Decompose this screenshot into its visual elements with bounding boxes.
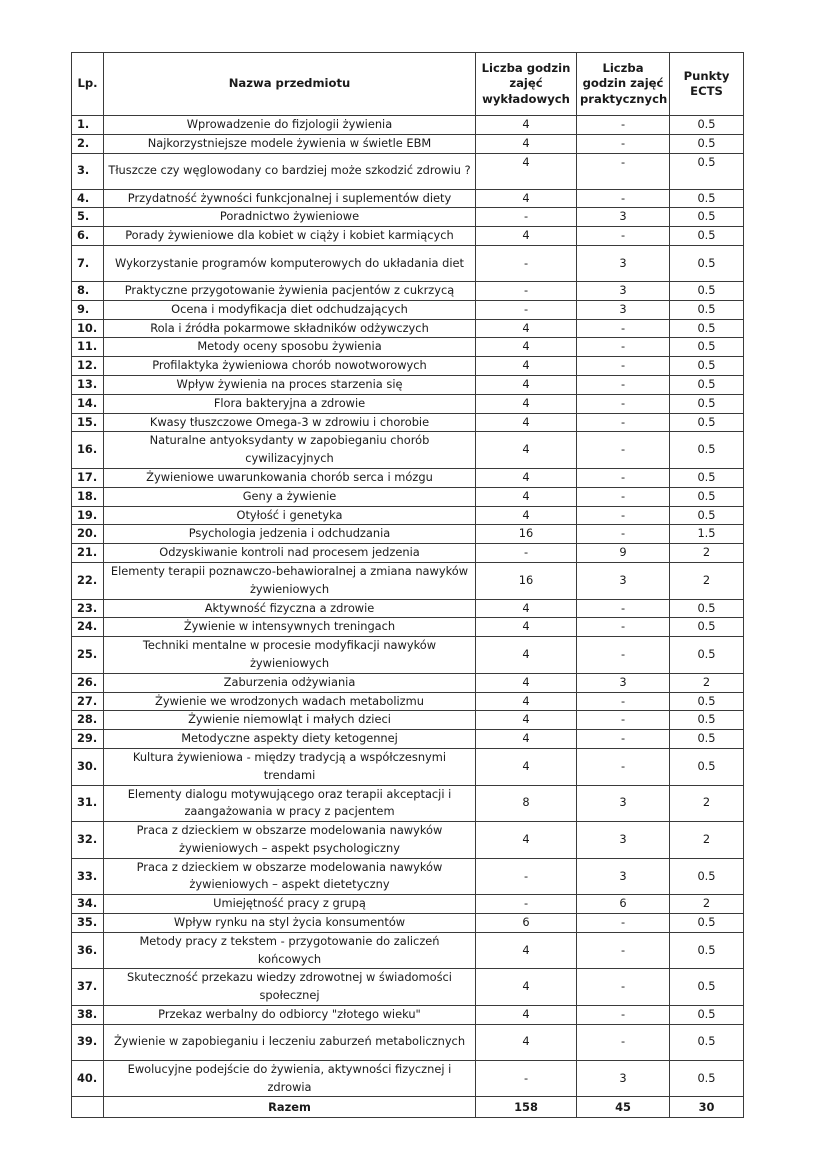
row-practical-hours: - [577,413,670,432]
row-lecture-hours: 8 [476,785,577,822]
row-lecture-hours: 4 [476,338,577,357]
table-row [72,730,744,749]
row-course-name: Kwasy tłuszczowe Omega-3 w zdrowiu i chorobie [104,413,476,432]
row-lp: 40. [72,1060,104,1097]
row-course-name: Praca z dzieckiem w obszarze modelowania nawyków żywieniowych – aspekt psychologiczny [104,822,476,859]
row-lecture-hours: 6 [476,914,577,933]
table-row [72,637,744,674]
row-ects: 0.5 [670,468,744,487]
row-lecture-hours: 4 [476,468,577,487]
row-practical-hours: - [577,525,670,544]
row-ects: 0.5 [670,432,744,469]
row-course-name: Żywieniowe uwarunkowania chorób serca i mózgu [104,468,476,487]
row-course-name: Psychologia jedzenia i odchudzania [104,525,476,544]
row-practical-hours: - [577,914,670,933]
table-row [72,711,744,730]
row-practical-hours: 3 [577,300,670,319]
document-page [71,52,743,1118]
row-course-name: Wprowadzenie do fizjologii żywienia [104,116,476,135]
row-lp: 39. [72,1024,104,1060]
row-lecture-hours: - [476,544,577,563]
table-header-row [72,53,744,116]
header-name: Nazwa przedmiotu [104,53,476,116]
row-practical-hours: - [577,468,670,487]
row-ects: 0.5 [670,281,744,300]
row-lecture-hours: 4 [476,692,577,711]
total-row [72,1097,744,1118]
row-ects: 0.5 [670,487,744,506]
row-lp: 28. [72,711,104,730]
row-lecture-hours: - [476,1060,577,1097]
table-row [72,394,744,413]
row-ects: 0.5 [670,618,744,637]
row-ects: 0.5 [670,153,744,189]
table-row [72,895,744,914]
row-ects: 0.5 [670,116,744,135]
table-row [72,858,744,895]
header-lecture-hours: Liczba godzin zajęć wykładowych [476,53,577,116]
row-lecture-hours: 4 [476,134,577,153]
table-row [72,544,744,563]
row-ects: 0.5 [670,1060,744,1097]
table-row [72,1060,744,1097]
row-lecture-hours: 16 [476,562,577,599]
table-row [72,618,744,637]
courses-table [71,52,744,1118]
row-course-name: Odzyskiwanie kontroli nad procesem jedzenia [104,544,476,563]
row-practical-hours: 3 [577,245,670,281]
row-course-name: Porady żywieniowe dla kobiet w ciąży i kobiet karmiących [104,227,476,246]
row-practical-hours: - [577,599,670,618]
row-practical-hours: - [577,730,670,749]
row-ects: 0.5 [670,394,744,413]
table-body [72,116,744,1097]
table-row [72,153,744,189]
row-lp: 22. [72,562,104,599]
table-row [72,227,744,246]
row-ects: 0.5 [670,692,744,711]
row-lecture-hours: 4 [476,432,577,469]
row-lecture-hours: 4 [476,319,577,338]
table-row [72,432,744,469]
row-ects: 2 [670,673,744,692]
row-practical-hours: - [577,748,670,785]
row-course-name: Praca z dzieckiem w obszarze modelowania nawyków żywieniowych – aspekt dietetyczny [104,858,476,895]
row-lecture-hours: 4 [476,618,577,637]
row-course-name: Wpływ żywienia na proces starzenia się [104,375,476,394]
row-lecture-hours: 4 [476,599,577,618]
row-lecture-hours: - [476,281,577,300]
row-practical-hours: - [577,506,670,525]
row-practical-hours: - [577,227,670,246]
row-practical-hours: 3 [577,562,670,599]
row-practical-hours: 3 [577,858,670,895]
row-course-name: Elementy dialogu motywującego oraz terapii akceptacji i zaangażowania w pracy z pacjentem [104,785,476,822]
table-row [72,487,744,506]
row-course-name: Metody pracy z tekstem - przygotowanie do zaliczeń końcowych [104,932,476,969]
row-ects: 0.5 [670,858,744,895]
row-ects: 0.5 [670,748,744,785]
row-ects: 0.5 [670,300,744,319]
row-course-name: Ocena i modyfikacja diet odchudzających [104,300,476,319]
row-lp: 9. [72,300,104,319]
row-lp: 37. [72,969,104,1006]
row-practical-hours: - [577,357,670,376]
row-lecture-hours: 16 [476,525,577,544]
row-lp: 15. [72,413,104,432]
total-practical: 45 [577,1097,670,1118]
row-lp: 2. [72,134,104,153]
row-lecture-hours: 4 [476,153,577,189]
row-practical-hours: - [577,394,670,413]
row-lecture-hours: 4 [476,227,577,246]
row-ects: 0.5 [670,711,744,730]
row-practical-hours: 6 [577,895,670,914]
table-row [72,134,744,153]
row-course-name: Wpływ rynku na styl życia konsumentów [104,914,476,933]
row-lp: 34. [72,895,104,914]
row-practical-hours: - [577,932,670,969]
table-row [72,300,744,319]
row-lecture-hours: - [476,300,577,319]
row-course-name: Tłuszcze czy węglowodany co bardziej może szkodzić zdrowiu ? [104,153,476,189]
table-row [72,748,744,785]
row-lp: 23. [72,599,104,618]
table-row [72,245,744,281]
row-lecture-hours: 4 [476,116,577,135]
row-lp: 30. [72,748,104,785]
row-lp: 17. [72,468,104,487]
table-row [72,785,744,822]
row-ects: 0.5 [670,914,744,933]
row-practical-hours: 9 [577,544,670,563]
table-row [72,116,744,135]
row-lecture-hours: 4 [476,357,577,376]
row-lp: 5. [72,208,104,227]
row-course-name: Zaburzenia odżywiania [104,673,476,692]
row-course-name: Aktywność fizyczna a zdrowie [104,599,476,618]
row-course-name: Przydatność żywności funkcjonalnej i suplementów diety [104,189,476,208]
row-course-name: Techniki mentalne w procesie modyfikacji nawyków żywieniowych [104,637,476,674]
header-practical-hours: Liczba godzin zajęć praktycznych [577,53,670,116]
row-practical-hours: 3 [577,673,670,692]
row-course-name: Żywienie w intensywnych treningach [104,618,476,637]
row-lp: 18. [72,487,104,506]
table-row [72,357,744,376]
total-label: Razem [104,1097,476,1118]
row-lp: 35. [72,914,104,933]
row-lecture-hours: 4 [476,822,577,859]
row-course-name: Geny a żywienie [104,487,476,506]
table-row [72,932,744,969]
row-ects: 0.5 [670,413,744,432]
table-row [72,673,744,692]
row-course-name: Poradnictwo żywieniowe [104,208,476,227]
row-ects: 0.5 [670,189,744,208]
row-lecture-hours: 4 [476,506,577,525]
table-row [72,506,744,525]
row-lp: 1. [72,116,104,135]
row-course-name: Wykorzystanie programów komputerowych do układania diet [104,245,476,281]
row-lecture-hours: - [476,208,577,227]
table-row [72,692,744,711]
row-lp: 31. [72,785,104,822]
row-lp: 20. [72,525,104,544]
row-practical-hours: 3 [577,822,670,859]
row-course-name: Najkorzystniejsze modele żywienia w świetle EBM [104,134,476,153]
row-lp: 8. [72,281,104,300]
row-ects: 0.5 [670,208,744,227]
row-lecture-hours: 4 [476,375,577,394]
row-practical-hours: 3 [577,281,670,300]
row-ects: 0.5 [670,932,744,969]
row-practical-hours: - [577,189,670,208]
row-practical-hours: - [577,319,670,338]
row-lecture-hours: 4 [476,748,577,785]
table-row [72,319,744,338]
row-course-name: Ewolucyjne podejście do żywienia, aktywności fizycznej i zdrowia [104,1060,476,1097]
row-lp: 33. [72,858,104,895]
row-practical-hours: - [577,637,670,674]
row-lecture-hours: 4 [476,711,577,730]
table-row [72,1024,744,1060]
row-ects: 0.5 [670,506,744,525]
row-ects: 0.5 [670,730,744,749]
row-lp: 27. [72,692,104,711]
row-course-name: Umiejętność pracy z grupą [104,895,476,914]
table-row [72,413,744,432]
row-practical-hours: - [577,375,670,394]
row-lecture-hours: 4 [476,189,577,208]
total-lp [72,1097,104,1118]
row-lecture-hours: 4 [476,1006,577,1025]
row-lp: 11. [72,338,104,357]
row-lecture-hours: 4 [476,969,577,1006]
table-row [72,375,744,394]
row-lecture-hours: - [476,895,577,914]
row-practical-hours: - [577,618,670,637]
row-course-name: Metodyczne aspekty diety ketogennej [104,730,476,749]
table-row [72,468,744,487]
row-ects: 0.5 [670,969,744,1006]
row-lp: 4. [72,189,104,208]
row-ects: 0.5 [670,227,744,246]
row-course-name: Profilaktyka żywieniowa chorób nowotworowych [104,357,476,376]
row-lp: 16. [72,432,104,469]
table-row [72,914,744,933]
table-row [72,338,744,357]
row-practical-hours: - [577,134,670,153]
row-ects: 0.5 [670,1024,744,1060]
row-course-name: Naturalne antyoksydanty w zapobieganiu chorób cywilizacyjnych [104,432,476,469]
row-lecture-hours: 4 [476,394,577,413]
row-practical-hours: - [577,969,670,1006]
row-practical-hours: - [577,432,670,469]
row-course-name: Skuteczność przekazu wiedzy zdrowotnej w świadomości społecznej [104,969,476,1006]
row-lp: 21. [72,544,104,563]
table-row [72,525,744,544]
table-row [72,599,744,618]
table-row [72,1006,744,1025]
row-lp: 26. [72,673,104,692]
row-lp: 38. [72,1006,104,1025]
row-course-name: Żywienie w zapobieganiu i leczeniu zaburzeń metabolicznych [104,1024,476,1060]
row-lp: 29. [72,730,104,749]
table-row [72,189,744,208]
row-course-name: Otyłość i genetyka [104,506,476,525]
row-practical-hours: - [577,487,670,506]
row-ects: 2 [670,895,744,914]
row-lp: 19. [72,506,104,525]
row-lp: 3. [72,153,104,189]
row-practical-hours: - [577,153,670,189]
row-ects: 1.5 [670,525,744,544]
row-lecture-hours: 4 [476,637,577,674]
table-row [72,969,744,1006]
row-lp: 14. [72,394,104,413]
total-lecture: 158 [476,1097,577,1118]
row-course-name: Metody oceny sposobu żywienia [104,338,476,357]
row-ects: 0.5 [670,245,744,281]
row-course-name: Żywienie we wrodzonych wadach metabolizmu [104,692,476,711]
row-ects: 0.5 [670,134,744,153]
row-lecture-hours: 4 [476,932,577,969]
row-course-name: Flora bakteryjna a zdrowie [104,394,476,413]
row-lecture-hours: - [476,245,577,281]
row-practical-hours: - [577,338,670,357]
row-ects: 0.5 [670,357,744,376]
row-ects: 0.5 [670,637,744,674]
row-course-name: Praktyczne przygotowanie żywienia pacjentów z cukrzycą [104,281,476,300]
row-lecture-hours: 4 [476,487,577,506]
row-ects: 2 [670,822,744,859]
row-practical-hours: 3 [577,1060,670,1097]
row-lecture-hours: 4 [476,1024,577,1060]
row-lp: 7. [72,245,104,281]
row-ects: 0.5 [670,338,744,357]
row-lp: 32. [72,822,104,859]
table-row [72,281,744,300]
row-lp: 25. [72,637,104,674]
row-course-name: Żywienie niemowląt i małych dzieci [104,711,476,730]
row-course-name: Kultura żywieniowa - między tradycją a współczesnymi trendami [104,748,476,785]
row-ects: 2 [670,544,744,563]
row-lp: 24. [72,618,104,637]
header-ects: Punkty ECTS [670,53,744,116]
row-lp: 10. [72,319,104,338]
row-course-name: Rola i źródła pokarmowe składników odżywczych [104,319,476,338]
table-row [72,208,744,227]
row-practical-hours: 3 [577,208,670,227]
row-lp: 13. [72,375,104,394]
row-ects: 0.5 [670,599,744,618]
row-course-name: Elementy terapii poznawczo-behawioralnej a zmiana nawyków żywieniowych [104,562,476,599]
row-practical-hours: - [577,711,670,730]
row-lp: 36. [72,932,104,969]
row-ects: 0.5 [670,375,744,394]
row-course-name: Przekaz werbalny do odbiorcy "złotego wieku" [104,1006,476,1025]
row-ects: 2 [670,785,744,822]
row-lp: 6. [72,227,104,246]
row-lecture-hours: 4 [476,413,577,432]
row-lecture-hours: 4 [476,730,577,749]
row-lp: 12. [72,357,104,376]
total-ects: 30 [670,1097,744,1118]
row-ects: 0.5 [670,319,744,338]
row-practical-hours: - [577,692,670,711]
row-practical-hours: - [577,1006,670,1025]
row-practical-hours: - [577,1024,670,1060]
table-row [72,822,744,859]
header-lp: Lp. [72,53,104,116]
row-ects: 2 [670,562,744,599]
row-practical-hours: - [577,116,670,135]
row-lecture-hours: 4 [476,673,577,692]
row-ects: 0.5 [670,1006,744,1025]
row-practical-hours: 3 [577,785,670,822]
row-lecture-hours: - [476,858,577,895]
table-row [72,562,744,599]
